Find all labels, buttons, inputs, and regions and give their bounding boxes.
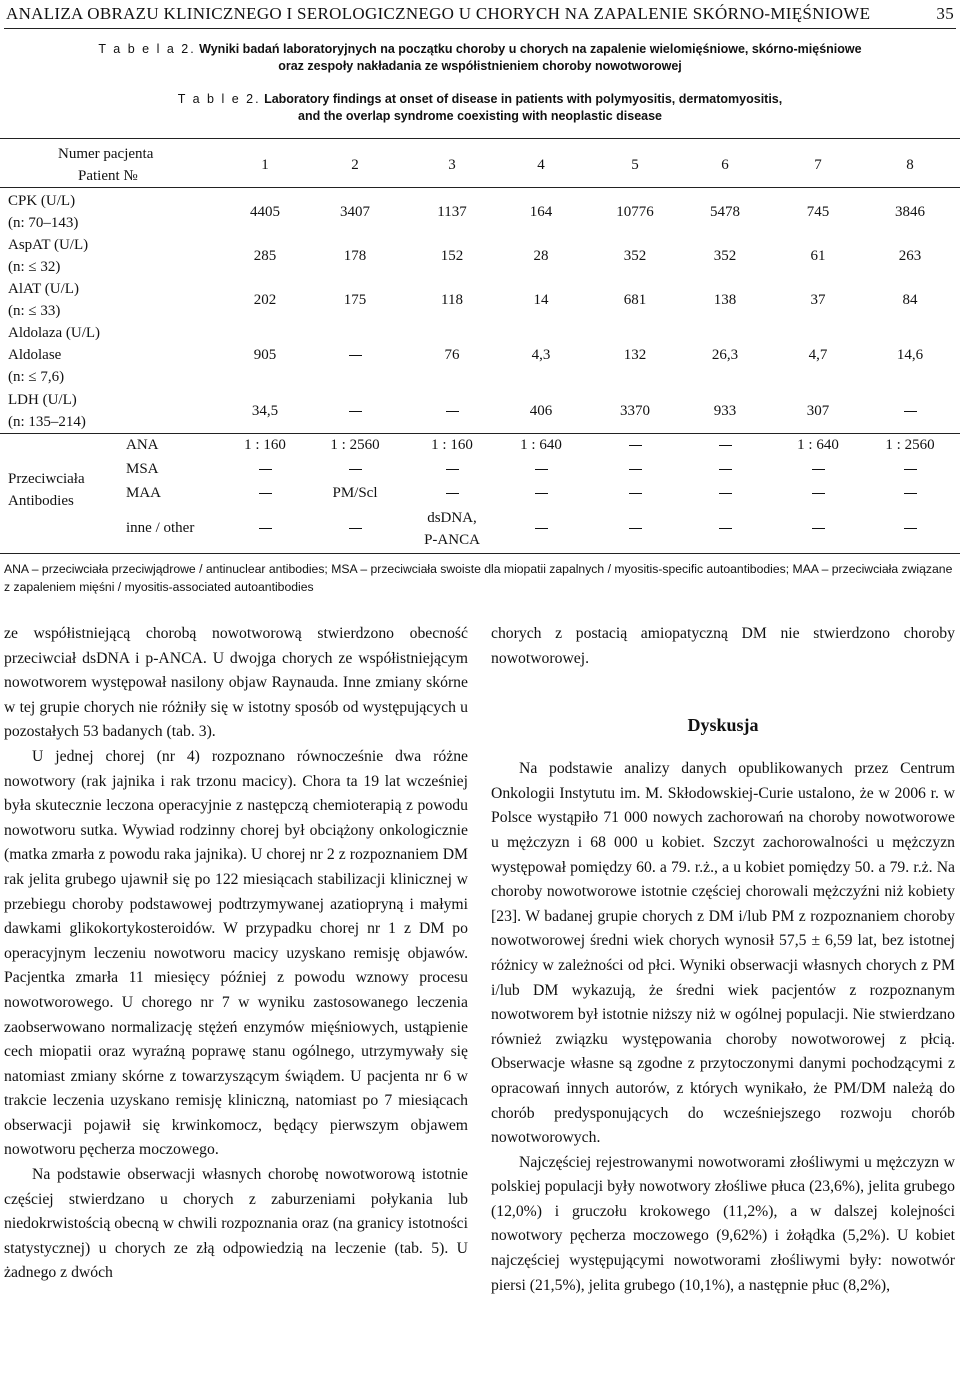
lab-value: 905 — [253, 347, 277, 363]
antibody-value — [850, 517, 960, 539]
lab-parameter-label: CPK (U/L) — [8, 193, 76, 209]
caption-line: oraz zespoły nakładania ze współistnieniem choroby nowotworowej — [278, 59, 682, 73]
dash-mark — [719, 493, 732, 494]
page-number: 35 — [936, 4, 954, 23]
lab-value: 37 — [810, 292, 826, 308]
dash-mark — [535, 528, 548, 529]
lab-value: 164 — [529, 204, 553, 220]
dash-mark — [349, 355, 362, 356]
dash-mark — [259, 528, 272, 529]
lab-value: 4405 — [250, 204, 280, 220]
patient-number: 5 — [631, 157, 639, 173]
antibody-value: 1 : 640 — [797, 437, 839, 453]
caption-line: Wyniki badań laboratoryjnych na początku choroby u chorych na zapalenie wielomięśniowe, skórno-mięśniowe — [199, 42, 862, 56]
header-rule — [0, 187, 960, 188]
lab-parameter-label: (n: 135–214) — [8, 414, 86, 430]
lab-value — [850, 400, 960, 422]
lab-value: 28 — [533, 248, 549, 264]
lab-value: 152 — [440, 248, 464, 264]
lab-value: 175 — [343, 292, 367, 308]
dash-mark — [719, 528, 732, 529]
lab-value: 406 — [529, 403, 553, 419]
caption-label: T a b l e 2. — [177, 92, 261, 106]
patient-number: 2 — [351, 157, 359, 173]
paragraph: U jednej chorej (nr 4) rozpoznano równocześnie dwa różne nowotwory (rak jajnika i rak trzonu macicy). Chora ta 19 lat wcześniej była skutecznie leczona operacyjnie z następczą chemioterapią z powodu nowotworu sutka. Wywiad rodzinny chorej był obciążony onkologicznie (matka zmarła z powodu raka jajnika). U chorej nr 2 z rozpoznaniem DM rak jelita grubego ujawnił się po 122 miesiącach stabilizacji klinicznej w przebiegu choroby podstawowej podtrzymywanej azatiopryną i małymi dawkami glikokortykosteroidów. W przypadku chorej nr 1 z DM po operacyjnym leczeniu nowotworu macicy uzyskano remisję objawów. Pacjentka zmarła 11 miesięcy później z powodu wznowy procesu nowotworowego. U chorego nr 7 w wyniku zastosowanego leczenia zaobserwowano normalizację stężeń enzymów mięśniowych, ustąpienie cech miopatii oraz wyraźną poprawę stanu ogólnego, utrzymywały się natomiast zmiany skórne z towarzyszącym świądem. U pacjenta nr 6 w trakcie leczenia uzyskano remisję kliniczną, natomiast po 7 miesiącach obserwacji pojawił się krwinkomocz, będący pierwszym objawem nowotworu pęcherza moczowego. — [4, 747, 468, 1159]
dash-mark — [812, 493, 825, 494]
lab-value: 84 — [902, 292, 918, 308]
antibodies-label: Przeciwciała — [8, 471, 85, 487]
left-column — [4, 622, 468, 1286]
lab-value: 132 — [623, 347, 647, 363]
lab-value: 14 — [533, 292, 549, 308]
lab-value: 3407 — [340, 204, 370, 220]
patient-number: 7 — [814, 157, 822, 173]
lab-value: 352 — [623, 248, 647, 264]
paragraph: Na podstawie analizy danych opublikowanych przez Centrum Onkologii Instytutu im. M. Skłodowskiej-Curie ustalono, że w 2006 r. w Polsce wystąpiło 71 000 nowych zachorowań na choroby nowotworowe u mężczyzn i 68 000 u kobiet. Szczyt zachorowalności u mężczyzn występował pomiędzy 60. a 79. r.ż., a u kobiet pomiędzy 50. a 79. r.ż. Na choroby nowotworowe istotnie częściej chorowali mężczyźni niż kobiety [23]. W badanej grupie chorych z DM i/lub PM z rozpoznaniem choroby nowotworowej średni wiek chorych wynosił 57,5 ± 6,59 lat, bez istotnej różnicy w zależności od płci. Wyniki obserwacji własnych chorych z PM i/lub DM wykazują, że średni wiek pacjentów z rozpoznanym nowotworem był istotnie niższy niż w ogólnej populacji. Nie stwierdzano również związku występowania choroby nowotworowej z płcią. Obserwacje własne są zgodne z przytoczonymi danymi pochodzącymi z opracowań innych autorów, z których wynikało, że PM/DM należą do chorób predysponujących do wcześniejszego rozwoju chorób nowotworowych. — [491, 760, 955, 1147]
header-label: Patient № — [78, 168, 138, 184]
table-footnote: ANA – przeciwciała przeciwjądrowe / antinuclear antibodies; MSA – przeciwciała swoiste dla miopatii zapalnych / myositis-specific autoantibodies; MAA – przeciwciała związane z zapaleniem mięśni / myositis-associated autoantibodies — [4, 562, 953, 594]
table-top-rule — [0, 138, 960, 139]
lab-value: 10776 — [616, 204, 654, 220]
paragraph: ze współistniejącą chorobą nowotworową stwierdzono obecność przeciwciał dsDNA i p-ANCA. U dwojga chorych ze współistniejącym nowotworem występował nasilony objaw Raynauda. Inne zmiany skórne w tej grupie chorych nie różniły się w istotny sposób od występujących u pozostałych 53 badanych (tab. 3). — [4, 625, 468, 741]
dash-mark — [904, 493, 917, 494]
header-rule — [4, 28, 956, 29]
antibody-name: ANA — [126, 437, 159, 453]
dash-mark — [446, 493, 459, 494]
lab-value: 34,5 — [251, 403, 279, 419]
lab-value: 138 — [713, 292, 737, 308]
lab-value: 4,7 — [808, 347, 828, 363]
antibody-value: 1 : 2560 — [330, 437, 380, 453]
lab-value: 285 — [253, 248, 277, 264]
dash-mark — [446, 469, 459, 470]
dash-mark — [349, 528, 362, 529]
antibody-value: 1 : 160 — [431, 437, 473, 453]
paragraph: chorych z postacią amiopatyczną DM nie stwierdzono choroby nowotworowej. — [491, 625, 955, 667]
paragraph: Na podstawie obserwacji własnych chorobę nowotworową istotnie częściej stwierdzano u chorych z zaburzeniami połykania lub niedokrwistością obecną w chwili rozpoznania oraz (na granicy istotności statystycznej) u chorych ze złą odpowiedzią na leczenie (tab. 5). U żadnego z dwóch — [4, 1166, 468, 1282]
patient-number: 8 — [906, 157, 914, 173]
antibody-name: MAA — [126, 485, 162, 501]
lab-parameter-label: LDH (U/L) — [8, 392, 77, 408]
section-heading: Dyskusja — [687, 715, 759, 736]
lab-value: 352 — [713, 248, 737, 264]
lab-parameter-label: (n: ≤ 7,6) — [8, 369, 65, 385]
lab-parameter-label: Aldolaza (U/L) — [8, 325, 101, 341]
paragraph: Najczęściej rejestrowanymi nowotworami złośliwymi u mężczyzn w polskiej populacji były nowotwory złośliwe płuca (23,6%), jelita grubego (12,0%) i gruczołu krokowego (11,2%), a w dalszej kolejności nowotwory pęcherza moczowego (9,62%) i żołądka (5,2%). U kobiet najczęściej występującymi nowotworami złośliwymi były: nowotwór piersi (21,5%), jelita grubego (10,1%), a następnie płuc (8,2%), — [491, 1153, 955, 1294]
antibody-value: 1 : 160 — [244, 437, 286, 453]
lab-parameter-label: AlAT (U/L) — [8, 281, 79, 297]
dash-mark — [446, 411, 459, 412]
antibody-value: 1 : 640 — [520, 437, 562, 453]
lab-value: 4,3 — [531, 347, 551, 363]
caption-line: Laboratory findings at onset of disease in patients with polymyositis, dermatomyositis, — [264, 92, 783, 106]
table-caption-polish — [0, 42, 960, 73]
lab-value: 3846 — [895, 204, 925, 220]
dash-mark — [719, 469, 732, 470]
antibody-value — [850, 482, 960, 504]
dash-mark — [259, 493, 272, 494]
dash-mark — [904, 469, 917, 470]
antibody-value: PM/Scl — [332, 485, 378, 501]
dash-mark — [812, 469, 825, 470]
lab-value: 118 — [441, 292, 463, 308]
antibody-name: MSA — [126, 461, 159, 477]
antibodies-label: Antibodies — [8, 493, 74, 509]
antibody-value — [850, 458, 960, 480]
patient-number: 3 — [448, 157, 456, 173]
patient-number: 6 — [721, 157, 729, 173]
lab-parameter-label: (n: 70–143) — [8, 215, 79, 231]
antibody-name: inne / other — [126, 520, 195, 536]
table-caption-english — [0, 92, 960, 123]
caption-line: and the overlap syndrome coexisting with neoplastic disease — [298, 109, 662, 123]
dash-mark — [535, 469, 548, 470]
lab-parameter-label: AspAT (U/L) — [8, 237, 89, 253]
dash-mark — [535, 493, 548, 494]
dash-mark — [812, 528, 825, 529]
lab-parameter-label: (n: ≤ 32) — [8, 259, 61, 275]
lab-parameter-label: (n: ≤ 33) — [8, 303, 61, 319]
running-header — [6, 2, 954, 26]
antibody-value: P-ANCA — [424, 532, 480, 548]
lab-value: 307 — [806, 403, 830, 419]
dash-mark — [904, 528, 917, 529]
lab-parameter-label: Aldolase — [8, 347, 62, 363]
lab-value: 26,3 — [711, 347, 739, 363]
lab-value: 178 — [343, 248, 367, 264]
dash-mark — [259, 469, 272, 470]
lab-value: 681 — [623, 292, 647, 308]
lab-value: 76 — [444, 347, 460, 363]
dash-mark — [349, 411, 362, 412]
running-title: ANALIZA OBRAZU KLINICZNEGO I SEROLOGICZNEGO U CHORYCH NA ZAPALENIE SKÓRNO-MIĘŚNIOWE — [6, 4, 871, 23]
table-bottom-rule — [0, 553, 960, 554]
lab-value: 14,6 — [896, 347, 924, 363]
patient-number: 4 — [537, 157, 545, 173]
lab-value: 5478 — [710, 204, 740, 220]
antibody-value: 1 : 2560 — [885, 437, 935, 453]
dash-mark — [629, 469, 642, 470]
lab-value: 61 — [810, 248, 826, 264]
lab-value: 3370 — [620, 403, 650, 419]
dash-mark — [629, 493, 642, 494]
right-column — [491, 622, 955, 1298]
header-label: Numer pacjenta — [58, 146, 154, 162]
dash-mark — [629, 445, 642, 446]
dash-mark — [719, 445, 732, 446]
antibody-value: dsDNA, — [427, 510, 477, 526]
lab-value: 745 — [806, 204, 830, 220]
lab-value: 202 — [253, 292, 277, 308]
dash-mark — [349, 469, 362, 470]
caption-label: T a b e l a 2. — [98, 42, 196, 56]
dash-mark — [629, 528, 642, 529]
dash-mark — [904, 411, 917, 412]
lab-value: 1137 — [437, 204, 467, 220]
lab-value: 933 — [713, 403, 737, 419]
patient-number: 1 — [261, 157, 269, 173]
lab-value: 263 — [898, 248, 922, 264]
